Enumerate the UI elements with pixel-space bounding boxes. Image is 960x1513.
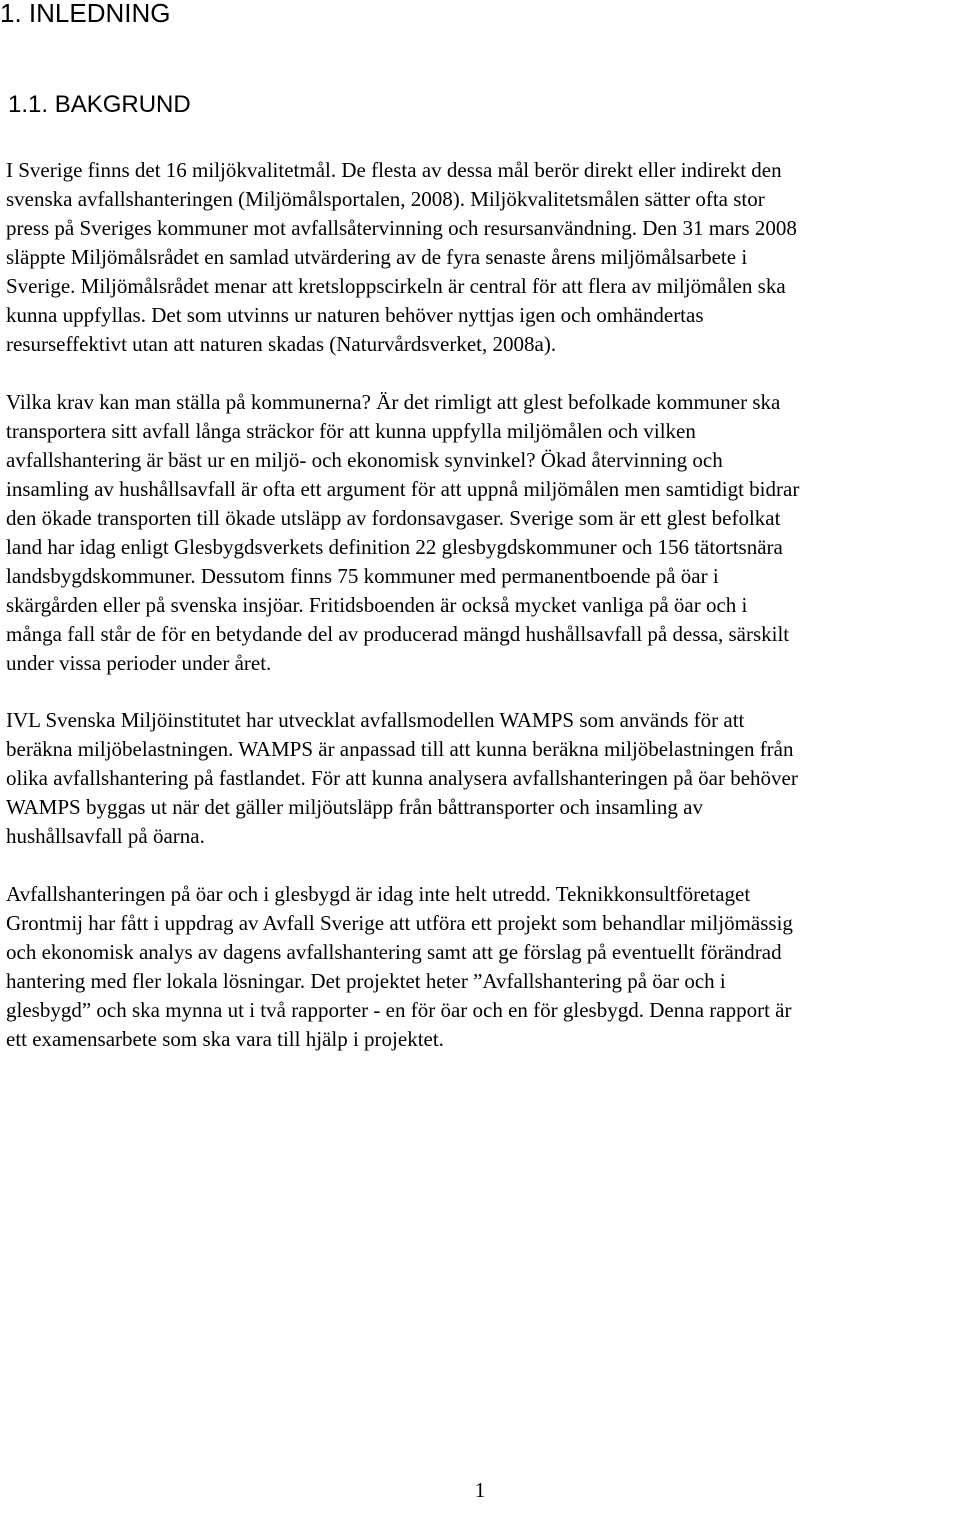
paragraph-project-description [6, 880, 954, 1054]
text-line: IVL Svenska Miljöinstitutet har utvecklat avfallsmodellen WAMPS som används för att [6, 708, 745, 732]
text-line: transportera sitt avfall långa sträckor för att kunna uppfylla miljömålen och vilken [6, 419, 696, 443]
text-line: hushållsavfall på öarna. [6, 824, 205, 848]
text-line: insamling av hushållsavfall är ofta ett argument för att uppnå miljömålen men samtidigt bidrar [6, 477, 800, 501]
text-line: den ökade transporten till ökade utsläpp av fordonsavgaser. Sverige som är ett glest befolkat [6, 506, 781, 530]
paragraph-background-goals [6, 156, 954, 359]
text-line: släppte Miljömålsrådet en samlad utvärdering av de fyra senaste årens miljömålsarbete i [6, 245, 748, 269]
text-line: Vilka krav kan man ställa på kommunerna? Är det rimligt att glest befolkade kommuner ska [6, 390, 781, 414]
text-line: olika avfallshantering på fastlandet. För att kunna analysera avfallshanteringen på öar behöver [6, 766, 798, 790]
text-line: land har idag enligt Glesbygdsverkets definition 22 glesbygdskommuner och 156 tätortsnära [6, 535, 783, 559]
text-line: Avfallshanteringen på öar och i glesbygd är idag inte helt utredd. Teknikkonsultföretaget [6, 882, 751, 906]
text-line: ett examensarbete som ska vara till hjälp i projektet. [6, 1027, 444, 1051]
paragraph-municipal-requirements [6, 388, 954, 678]
text-line: Grontmij har fått i uppdrag av Avfall Sverige att utföra ett projekt som behandlar miljömässig [6, 911, 793, 935]
text-line: under vissa perioder under året. [6, 651, 272, 675]
text-line: skärgården eller på svenska insjöar. Fritidsboenden är också mycket vanliga på öar och i [6, 593, 748, 617]
text-line: glesbygd” och ska mynna ut i två rapporter - en för öar och en för glesbygd. Denna rapport är [6, 998, 792, 1022]
text-line: kunna uppfyllas. Det som utvinns ur naturen behöver nyttjas igen och omhändertas [6, 303, 704, 327]
paragraph-wamps-model [6, 706, 954, 851]
text-line: WAMPS byggas ut när det gäller miljöutsläpp från båttransporter och insamling av [6, 795, 703, 819]
text-line: I Sverige finns det 16 miljökvalitetmål. De flesta av dessa mål berör direkt eller indirekt den [6, 158, 782, 182]
text-line: beräkna miljöbelastningen. WAMPS är anpassad till att kunna beräkna miljöbelastningen från [6, 737, 794, 761]
text-line: många fall står de för en betydande del av producerad mängd hushållsavfall på dessa, särskilt [6, 622, 790, 646]
text-line: avfallshantering är bäst ur en miljö- och ekonomisk synvinkel? Ökad återvinning och [6, 448, 723, 472]
text-line: svenska avfallshanteringen (Miljömålsportalen, 2008). Miljökvalitetsmålen sätter ofta stor [6, 187, 765, 211]
page-number: 1 [474, 1478, 486, 1502]
text-line: resurseffektivt utan att naturen skadas (Naturvårdsverket, 2008a). [6, 332, 557, 356]
chapter-heading: 1. INLEDNING [0, 0, 171, 28]
text-line: Sverige. Miljömålsrådet menar att kretsloppscirkeln är central för att flera av miljömålen ska [6, 274, 786, 298]
text-line: hantering med fler lokala lösningar. Det projektet heter ”Avfallshantering på öar och i [6, 969, 726, 993]
section-heading: 1.1. BAKGRUND [8, 91, 191, 118]
text-line: press på Sveriges kommuner mot avfallsåtervinning och resursanvändning. Den 31 mars 2008 [6, 216, 797, 240]
text-line: landsbygdskommuner. Dessutom finns 75 kommuner med permanentboende på öar i [6, 564, 719, 588]
text-line: och ekonomisk analys av dagens avfallshantering samt att ge förslag på eventuellt förändrad [6, 940, 782, 964]
